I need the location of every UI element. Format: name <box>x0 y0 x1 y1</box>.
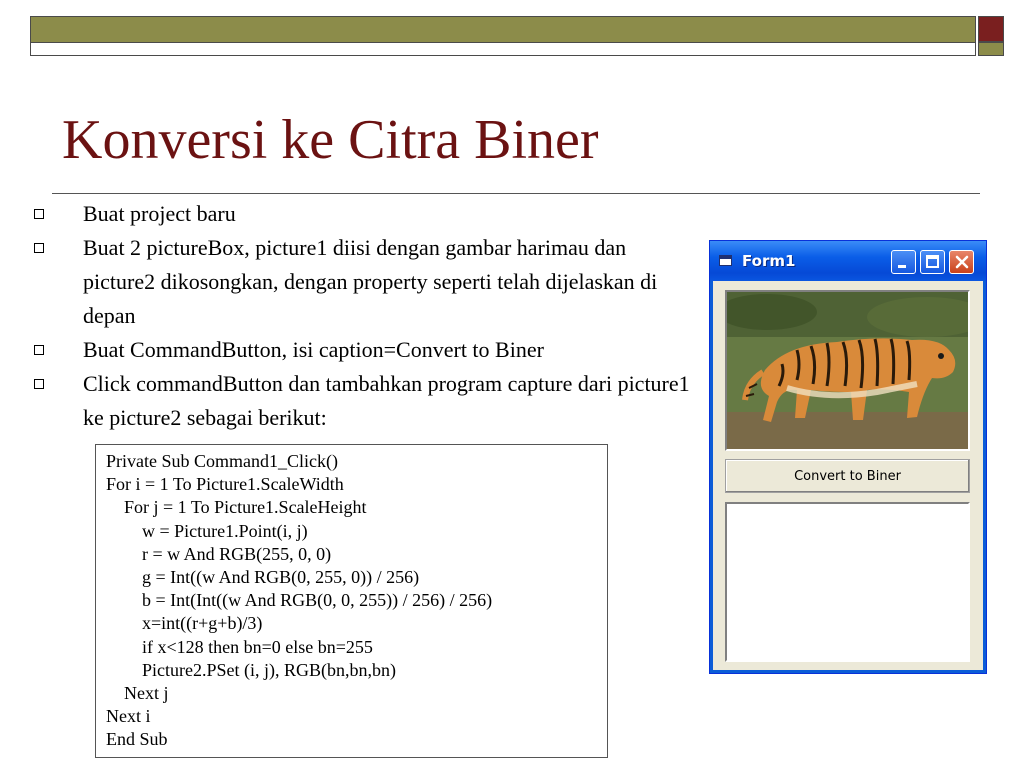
square-bullet-icon <box>34 379 44 389</box>
bullet-item <box>30 367 700 435</box>
code-line: g = Int((w And RGB(0, 255, 0)) / 256) <box>106 567 420 588</box>
slide-title: Konversi ke Citra Biner <box>62 109 599 171</box>
code-line: r = w And RGB(255, 0, 0) <box>106 543 332 564</box>
code-line: if x<128 then bn=0 else bn=255 <box>106 636 373 657</box>
bullet-item <box>30 231 700 333</box>
form-icon[interactable] <box>719 255 732 266</box>
form1-window <box>709 240 987 674</box>
square-bullet-icon <box>34 209 44 219</box>
corner-red-square <box>978 16 1004 42</box>
bullet-text: Click commandButton dan tambahkan program capture dari picture1 ke picture2 sebagai berikut: <box>83 371 690 430</box>
bullet-text: Buat project baru <box>83 201 236 226</box>
picture1-box <box>725 290 970 451</box>
window-title: Form1 <box>742 252 796 270</box>
minimize-icon <box>898 265 906 268</box>
close-icon <box>955 255 969 269</box>
bullet-item <box>30 197 700 231</box>
code-line: End Sub <box>106 729 168 750</box>
code-line: Next i <box>106 706 151 727</box>
convert-to-biner-button[interactable]: Convert to Biner <box>725 459 970 493</box>
code-block <box>95 444 608 758</box>
minimize-button[interactable] <box>891 250 916 274</box>
bullet-text: Buat CommandButton, isi caption=Convert to Biner <box>83 337 544 362</box>
window-titlebar[interactable] <box>710 241 986 281</box>
picture2-box <box>725 502 970 662</box>
code-line: w = Picture1.Point(i, j) <box>106 520 308 541</box>
maximize-button[interactable] <box>920 250 945 274</box>
close-button[interactable] <box>949 250 974 274</box>
bullet-text: Buat 2 pictureBox, picture1 diisi dengan gambar harimau dan picture2 dikosongkan, dengan property seperti telah dijelaskan di depan <box>83 235 658 328</box>
square-bullet-icon <box>34 243 44 253</box>
code-line: Picture2.PSet (i, j), RGB(bn,bn,bn) <box>106 659 396 680</box>
top-decoration-bar <box>30 16 976 56</box>
bullet-list <box>30 197 700 435</box>
code-line: Next j <box>106 683 169 704</box>
code-line: b = Int(Int((w And RGB(0, 0, 255)) / 256) / 256) <box>106 590 493 611</box>
square-bullet-icon <box>34 345 44 355</box>
code-line: For i = 1 To Picture1.ScaleWidth <box>106 474 344 495</box>
code-line: x=int((r+g+b)/3) <box>106 613 263 634</box>
tiger-image <box>727 292 968 449</box>
code-line: For j = 1 To Picture1.ScaleHeight <box>106 497 367 518</box>
top-olive-stripe <box>31 17 975 43</box>
bullet-item <box>30 333 700 367</box>
maximize-icon <box>926 255 939 268</box>
title-underline <box>52 193 980 194</box>
corner-olive-square <box>978 42 1004 56</box>
code-line: Private Sub Command1_Click() <box>106 451 338 471</box>
